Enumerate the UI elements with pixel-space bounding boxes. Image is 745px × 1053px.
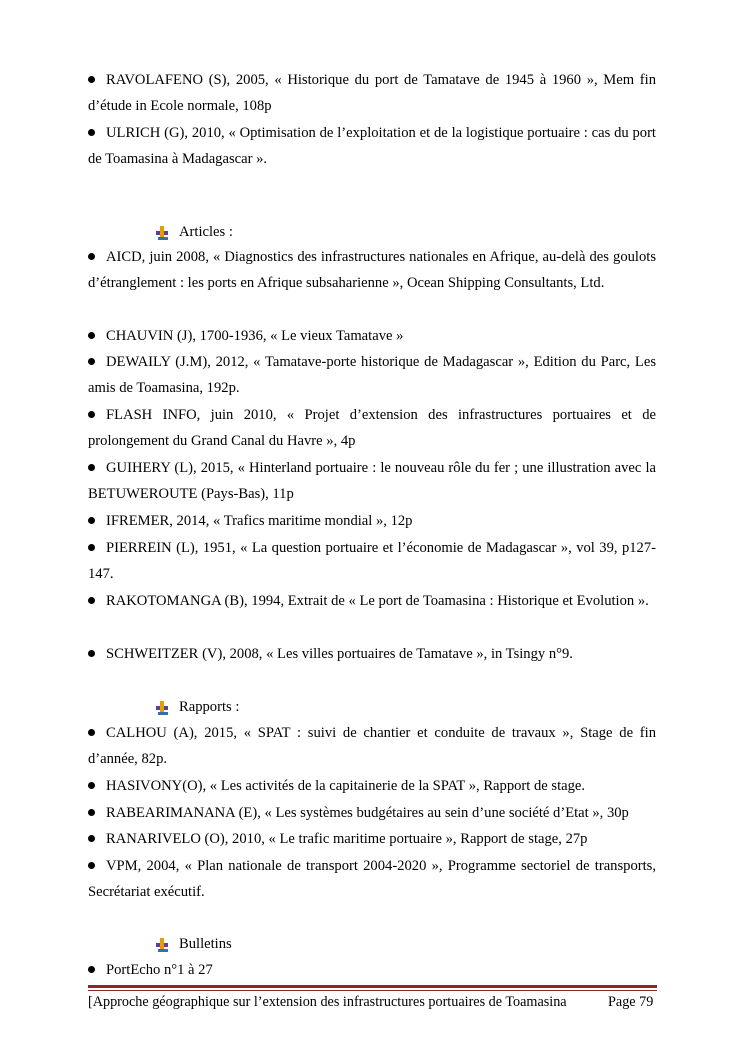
bullet-icon	[88, 358, 95, 365]
bullet-icon	[88, 809, 95, 816]
biblio-entry: PortEcho n°1 à 27	[88, 957, 656, 983]
biblio-entry: CHAUVIN (J), 1700-1936, « Le vieux Tamatave »	[88, 323, 656, 349]
biblio-entry: RAVOLAFENO (S), 2005, « Historique du port de Tamatave de 1945 à 1960 », Mem fin d’étude in Ecole normale, 108p	[88, 72, 656, 115]
bullet-icon	[88, 835, 95, 842]
biblio-entry: FLASH INFO, juin 2010, « Projet d’extension des infrastructures portuaires et de prolongement du Grand Canal du Havre », 4p	[88, 407, 656, 450]
bullet-arrow-icon	[155, 700, 171, 716]
footer-title: [Approche géographique sur l’extension des infrastructures portuaires de Toamasina	[88, 994, 567, 1010]
biblio-entry: DEWAILY (J.M), 2012, « Tamatave-porte historique de Madagascar », Edition du Parc, Les amis de Toamasina, 192p.	[88, 354, 656, 397]
bullet-icon	[88, 129, 95, 136]
bullet-icon	[88, 782, 95, 789]
bullet-icon	[88, 517, 95, 524]
bullet-icon	[88, 650, 95, 657]
biblio-entry: ULRICH (G), 2010, « Optimisation de l’exploitation et de la logistique portuaire : cas du port de Toamasina à Madagascar ».	[88, 125, 656, 168]
bullet-icon	[88, 76, 95, 83]
bullet-icon	[88, 332, 95, 339]
bullet-arrow-icon	[155, 937, 171, 953]
biblio-entry: CALHOU (A), 2015, « SPAT : suivi de chantier et conduite de travaux », Stage de fin d’année, 82p.	[88, 725, 656, 768]
biblio-entry: RANARIVELO (O), 2010, « Le trafic maritime portuaire », Rapport de stage, 27p	[88, 826, 656, 852]
bullet-icon	[88, 729, 95, 736]
biblio-entry: RABEARIMANANA (E), « Les systèmes budgétaires au sein d’une société d’Etat », 30p	[88, 800, 656, 826]
bullet-icon	[88, 597, 95, 604]
footer-rule	[88, 985, 657, 988]
biblio-entry: SCHWEITZER (V), 2008, « Les villes portuaires de Tamatave », in Tsingy n°9.	[88, 641, 656, 667]
biblio-entry: RAKOTOMANGA (B), 1994, Extrait de « Le port de Toamasina : Historique et Evolution ».	[88, 588, 656, 614]
bullet-icon	[88, 411, 95, 418]
section-heading-articles: Articles :	[155, 222, 233, 242]
biblio-entry: VPM, 2004, « Plan nationale de transport 2004-2020 », Programme sectoriel de transports, Secrétariat exécutif.	[88, 858, 656, 901]
biblio-entry: AICD, juin 2008, « Diagnostics des infrastructures nationales en Afrique, au-delà des goulots d’étranglement : les ports en Afrique subsaharienne », Ocean Shipping Consultants, Ltd.	[88, 249, 656, 292]
biblio-entry: HASIVONY(O), « Les activités de la capitainerie de la SPAT », Rapport de stage.	[88, 773, 656, 799]
section-heading-rapports: Rapports :	[155, 697, 239, 717]
biblio-entry: PIERREIN (L), 1951, « La question portuaire et l’économie de Madagascar », vol 39, p127-147.	[88, 540, 656, 583]
bullet-icon	[88, 862, 95, 869]
bullet-icon	[88, 966, 95, 973]
section-heading-bulletins: Bulletins	[155, 934, 232, 954]
footer-rule-thin	[88, 990, 657, 991]
bullet-icon	[88, 544, 95, 551]
biblio-entry: IFREMER, 2014, « Trafics maritime mondial », 12p	[88, 508, 656, 534]
biblio-entry: GUIHERY (L), 2015, « Hinterland portuaire : le nouveau rôle du fer ; une illustration avec la BETUWEROUTE (Pays-Bas), 11p	[88, 460, 656, 503]
page-number: Page 79	[608, 994, 654, 1010]
bullet-arrow-icon	[155, 225, 171, 241]
bullet-icon	[88, 253, 95, 260]
bullet-icon	[88, 464, 95, 471]
